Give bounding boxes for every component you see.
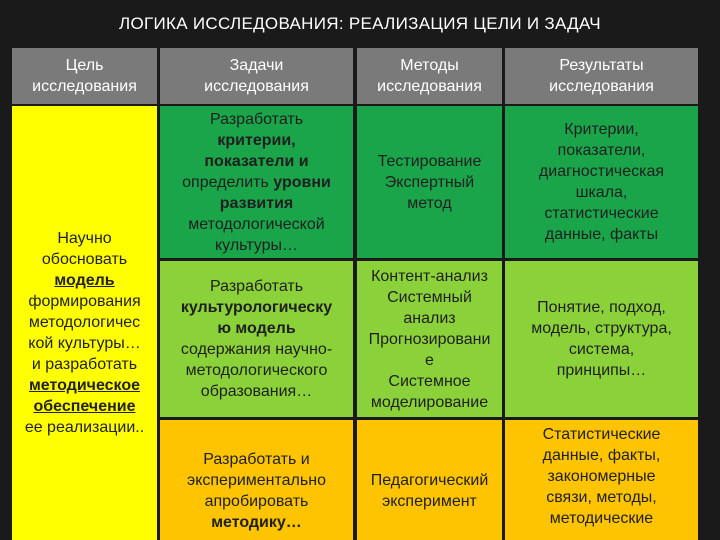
goal-line: формирования bbox=[28, 293, 141, 310]
goal-line: обосновать bbox=[41, 251, 128, 268]
task-line: экспериментально bbox=[187, 472, 326, 489]
goal-line: методологичес bbox=[28, 314, 141, 331]
task-line: Разработать bbox=[209, 110, 304, 128]
task-cell-3 bbox=[160, 420, 353, 540]
header-methods: Методы исследования bbox=[357, 48, 502, 104]
method-cell-3: Педагогический эксперимент bbox=[357, 420, 502, 540]
header-tasks: Задачи исследования bbox=[160, 48, 353, 104]
goal-line: Научно bbox=[57, 230, 112, 247]
task-cell-1 bbox=[160, 106, 353, 258]
goal-cell bbox=[12, 106, 157, 540]
task-line: Разработать bbox=[209, 278, 304, 295]
task-line: содержания научно- bbox=[180, 341, 333, 358]
goal-line: обеспечение bbox=[33, 398, 136, 415]
result-cell-2: Понятие, подход, модель, структура, система, принципы… bbox=[505, 261, 698, 417]
task-line: определить уровни bbox=[182, 173, 331, 191]
method-cell-2: Контент-анализ Системный анализ Прогнозировани е Системное моделирование bbox=[357, 261, 502, 417]
task-line: Разработать и bbox=[203, 451, 310, 468]
goal-line: и разработать bbox=[31, 356, 138, 373]
task-line: показатели и bbox=[204, 152, 309, 170]
task-line: культурологическу bbox=[180, 299, 333, 316]
task-line: развития bbox=[219, 194, 294, 212]
method-cell-1: Тестирование Экспертный метод bbox=[357, 106, 502, 258]
task-cell-2 bbox=[160, 261, 353, 417]
header-results: Результаты исследования bbox=[505, 48, 698, 104]
goal-line: методическое bbox=[28, 377, 141, 394]
goal-line: модель bbox=[54, 272, 115, 289]
task-line: культуры… bbox=[215, 236, 298, 254]
task-line: критерии, bbox=[217, 131, 296, 149]
task-line: ю модель bbox=[217, 320, 296, 337]
task-line: апробировать bbox=[204, 493, 309, 510]
goal-line: ее реализации.. bbox=[24, 419, 145, 436]
task-line: методологической bbox=[188, 215, 325, 233]
result-cell-3: Статистические данные, факты, закономерные связи, методы, методические bbox=[505, 420, 698, 540]
result-cell-1: Критерии, показатели, диагностическая шкала, статистические данные, факты bbox=[505, 106, 698, 258]
goal-line: кой культуры… bbox=[28, 335, 141, 352]
task-line: методику… bbox=[211, 514, 302, 531]
page-title: ЛОГИКА ИССЛЕДОВАНИЯ: РЕАЛИЗАЦИЯ ЦЕЛИ И ЗАДАЧ bbox=[119, 14, 601, 33]
header-goal: Цель исследования bbox=[12, 48, 157, 104]
task-line: образования… bbox=[200, 383, 313, 400]
task-line: методологического bbox=[185, 362, 328, 379]
